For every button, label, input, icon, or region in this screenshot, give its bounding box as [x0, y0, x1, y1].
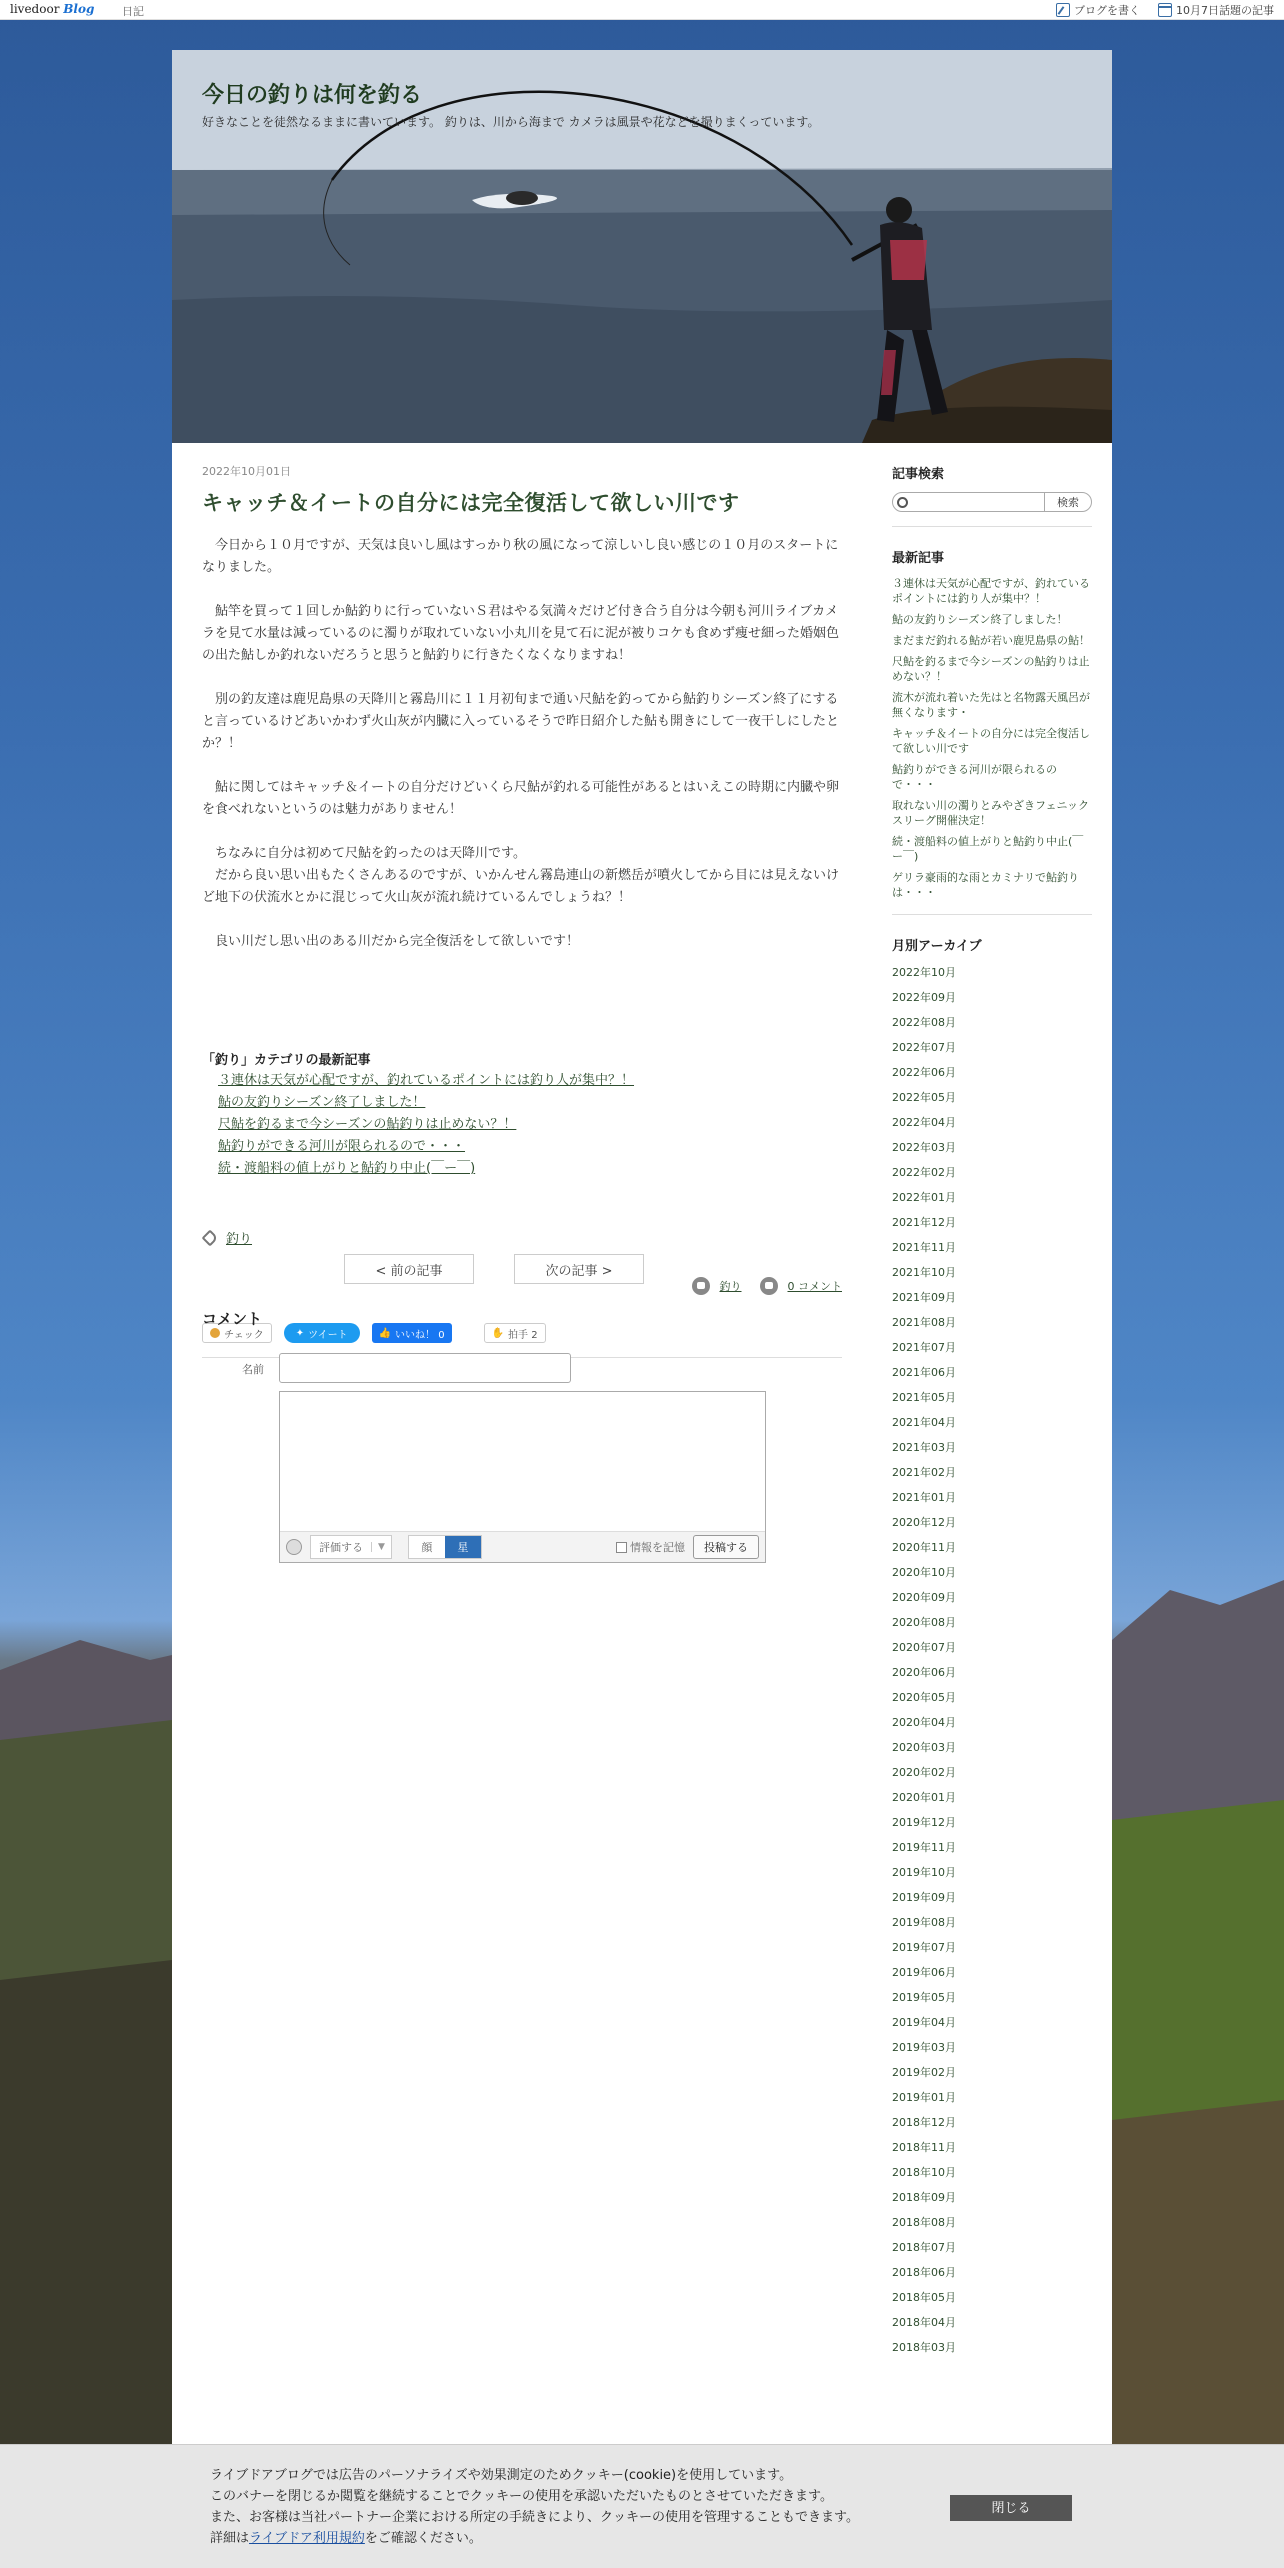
cookie-text: ライブドアブログでは広告のパーソナライズや効果測定のためクッキー(cookie)を使用しています。 このバナーを閉じるか閲覧を継続することでクッキーの使用を承認いただいたものとさせていただきます。 また、お客様は当社パートナー企業における所定の手続きにより、クッキーの使用を管理することもできます。 詳細はライブドア利用規約をご確認ください。: [210, 2468, 859, 2546]
archive-item[interactable]: 2020年09月: [892, 1591, 956, 1604]
archive-item[interactable]: 2020年05月: [892, 1691, 956, 1704]
post-paragraph: 良い川だし思い出のある川だから完全復活をして欲しいです！: [202, 934, 580, 949]
search-input[interactable]: [908, 493, 1044, 511]
archive-title: 月別アーカイブ: [892, 939, 982, 954]
comment-textarea[interactable]: [280, 1392, 765, 1532]
related-item[interactable]: 鮎釣りができる河川が限られるので・・・: [218, 1139, 466, 1154]
archive-item[interactable]: 2022年07月: [892, 1041, 956, 1054]
archive-item[interactable]: 2020年10月: [892, 1566, 956, 1579]
archive-item[interactable]: 2019年04月: [892, 2016, 956, 2029]
archive-item[interactable]: 2019年09月: [892, 1891, 956, 1904]
archive-item[interactable]: 2021年10月: [892, 1266, 956, 1279]
next-article-button[interactable]: 次の記事 >: [514, 1254, 644, 1284]
archive-item[interactable]: 2021年02月: [892, 1466, 956, 1479]
post-body: [202, 535, 842, 953]
sidebar: [892, 463, 1092, 2360]
blog-title[interactable]: 今日の釣りは何を釣る: [202, 83, 423, 108]
search-title: 記事検索: [892, 467, 945, 482]
recent-item[interactable]: キャッチ＆イートの自分には完全復活して欲しい川です: [892, 727, 1090, 755]
search-button[interactable]: 検索: [1044, 493, 1091, 511]
archive-item[interactable]: 2022年05月: [892, 1091, 956, 1104]
archive-item[interactable]: 2019年11月: [892, 1841, 956, 1854]
archive-item[interactable]: 2022年01月: [892, 1191, 956, 1204]
archive-item[interactable]: 2019年07月: [892, 1941, 956, 1954]
star-option[interactable]: 星: [445, 1536, 481, 1558]
write-blog-link[interactable]: ブログを書く: [1056, 2, 1140, 18]
post-paragraph: ちなみに自分は初めて尺鮎を釣ったのは天降川です。 だから良い思い出もたくさんあるのですが、いかんせん霧島連山の新燃岳が噴火してから目には見えないけど地下の伏流水とかに混じって火山灰が流れ続けているんでしょうね？！: [202, 846, 840, 905]
archive-item[interactable]: 2021年12月: [892, 1216, 956, 1229]
thumbs-up-icon: 👍: [378, 1327, 392, 1339]
top-bar: [0, 0, 1284, 20]
archive-item[interactable]: 2018年07月: [892, 2241, 956, 2254]
archive-item[interactable]: 2018年03月: [892, 2341, 956, 2354]
post-date: 2022年10月01日: [202, 465, 291, 478]
archive-item[interactable]: 2019年05月: [892, 1991, 956, 2004]
archive-item[interactable]: 2021年01月: [892, 1491, 956, 1504]
category-link[interactable]: 釣り: [719, 1280, 742, 1293]
recent-item[interactable]: 流木が流れ着いた先はと名物露天風呂が無くなります・: [892, 691, 1090, 719]
archive-item[interactable]: 2020年11月: [892, 1541, 956, 1554]
twitter-bird-icon: ✦: [295, 1327, 305, 1339]
comment-heading: コメント: [202, 1310, 263, 1328]
recent-item[interactable]: ゲリラ豪雨的な雨とカミナリで鮎釣りは・・・: [892, 871, 1079, 899]
check-button[interactable]: チェック: [202, 1323, 272, 1343]
archive-list: [892, 960, 1092, 2360]
tag-icon: [202, 1229, 219, 1246]
diary-link[interactable]: 日記: [122, 5, 144, 18]
submit-comment-button[interactable]: 投稿する: [693, 1535, 759, 1559]
recent-item[interactable]: 続・渡船料の値上がりと鮎釣り中止(￣ー￣): [892, 835, 1084, 863]
archive-item[interactable]: 2019年02月: [892, 2066, 956, 2079]
archive-item[interactable]: 2018年09月: [892, 2191, 956, 2204]
blog-description: 好きなことを徒然なるままに書いています。 釣りは、川から海まで カメラは風景や花などを撮りまくっています。: [202, 115, 820, 129]
search-icon: [897, 497, 908, 508]
archive-item[interactable]: 2021年07月: [892, 1341, 956, 1354]
clap-button[interactable]: ✋ 拍手 2: [484, 1323, 546, 1343]
archive-item[interactable]: 2018年12月: [892, 2116, 956, 2129]
post-paragraph: 鮎に関してはキャッチ＆イートの自分だけどいくら尺鮎が釣れる可能性があるとはいえこの時期に内臓や卵を食べれないというのは魅力がありません！: [202, 780, 840, 817]
recent-item[interactable]: 尺鮎を釣るまで今シーズンの鮎釣りは止めない？！: [892, 655, 1090, 683]
cookie-banner: [0, 2444, 1284, 2568]
archive-item[interactable]: 2018年10月: [892, 2166, 956, 2179]
post-paragraph: 別の釣友達は鹿児島県の天降川と霧島川に１１月初旬まで通い尺鮎を釣ってから鮎釣りシーズン終了にすると言っているけどあいかわず火山灰が内臓に入っているそうで昨日紹介した鮎も開きにして一夜干しにしたとか？！: [202, 692, 840, 751]
recent-list: [892, 576, 1092, 900]
archive-item[interactable]: 2022年04月: [892, 1116, 956, 1129]
related-heading: 「釣り」カテゴリの最新記事: [202, 1053, 371, 1068]
comment-box: [279, 1391, 766, 1563]
pen-icon: [1056, 3, 1070, 17]
name-input[interactable]: [279, 1353, 571, 1383]
related-item[interactable]: ３連休は天気が心配ですが、釣れているポイントには釣り人が集中？！: [218, 1073, 635, 1088]
archive-item[interactable]: 2021年09月: [892, 1291, 956, 1304]
archive-item[interactable]: 2019年06月: [892, 1966, 956, 1979]
archive-item[interactable]: 2022年10月: [892, 966, 956, 979]
recent-item[interactable]: まだまだ釣れる鮎が若い鹿児島県の鮎！: [892, 634, 1090, 647]
archive-item[interactable]: 2020年03月: [892, 1741, 956, 1754]
facebook-like-button[interactable]: 👍 いいね！ 0: [372, 1323, 452, 1343]
archive-item[interactable]: 2021年05月: [892, 1391, 956, 1404]
archive-item[interactable]: 2019年01月: [892, 2091, 956, 2104]
post-paragraph: 鮎竿を買って１回しか鮎釣りに行っていないＳ君はやる気満々だけど付き合う自分は今朝も河川ライブカメラを見て水量は減っているのに濁りが取れていない小丸川を見て石に泥が被りコケも食めず痩せ細った婚姻色の出た鮎しか釣れないだろうと思うと鮎釣りに行きたくなくなりますね！: [202, 604, 840, 663]
archive-item[interactable]: 2018年11月: [892, 2141, 956, 2154]
archive-item[interactable]: 2018年04月: [892, 2316, 956, 2329]
clap-icon: ✋: [491, 1327, 505, 1339]
archive-item[interactable]: 2020年01月: [892, 1791, 956, 1804]
post-tags: [202, 1228, 842, 1247]
archive-item[interactable]: 2022年03月: [892, 1141, 956, 1154]
article-pager: [344, 1254, 644, 1284]
blog-container: [172, 50, 1112, 2568]
archive-item[interactable]: 2019年03月: [892, 2041, 956, 2054]
archive-item[interactable]: 2021年03月: [892, 1441, 956, 1454]
related-item[interactable]: 続・渡船料の値上がりと鮎釣り中止(￣ー￣): [218, 1161, 476, 1176]
archive-item[interactable]: 2022年08月: [892, 1016, 956, 1029]
face-option[interactable]: 顔: [409, 1536, 445, 1558]
archive-item[interactable]: 2020年07月: [892, 1641, 956, 1654]
calendar-icon: [1158, 3, 1172, 17]
comment-icon: [760, 1277, 778, 1295]
prev-article-button[interactable]: < 前の記事: [344, 1254, 474, 1284]
recent-item[interactable]: 鮎の友釣りシーズン終了しました！: [892, 613, 1068, 626]
archive-item[interactable]: 2019年10月: [892, 1866, 956, 1879]
archive-item[interactable]: 2020年06月: [892, 1666, 956, 1679]
close-cookie-button[interactable]: 閉じる: [950, 2495, 1072, 2521]
archive-item[interactable]: 2022年09月: [892, 991, 956, 1004]
archive-item[interactable]: 2021年04月: [892, 1416, 956, 1429]
remember-info[interactable]: 情報を記憶: [616, 1539, 685, 1555]
archive-item[interactable]: 2018年05月: [892, 2291, 956, 2304]
post-title[interactable]: キャッチ＆イートの自分には完全復活して欲しい川です: [202, 491, 740, 515]
related-item[interactable]: 鮎の友釣りシーズン終了しました！: [218, 1095, 426, 1110]
recent-item[interactable]: ３連休は天気が心配ですが、釣れているポイントには釣り人が集中？！: [892, 577, 1090, 605]
archive-item[interactable]: 2020年04月: [892, 1716, 956, 1729]
search-box: [892, 492, 1092, 512]
rate-dropdown[interactable]: 評価する ▼: [310, 1535, 392, 1559]
comment-toolbar: [280, 1532, 765, 1562]
archive-item[interactable]: 2022年06月: [892, 1066, 956, 1079]
emoji-icon[interactable]: [286, 1539, 302, 1555]
archive-item[interactable]: 2019年12月: [892, 1816, 956, 1829]
related-item[interactable]: 尺鮎を釣るまで今シーズンの鮎釣りは止めない？！: [218, 1117, 517, 1132]
check-icon: [210, 1328, 220, 1338]
name-label: 名前: [242, 1363, 264, 1376]
category-latest-articles: [202, 1049, 842, 1180]
archive-item[interactable]: 2020年08月: [892, 1616, 956, 1629]
archive-item[interactable]: 2021年06月: [892, 1366, 956, 1379]
recent-title: 最新記事: [892, 551, 945, 566]
archive-item[interactable]: 2021年11月: [892, 1241, 956, 1254]
remember-checkbox[interactable]: [616, 1542, 627, 1553]
recent-item[interactable]: 取れない川の濁りとみやざきフェニックスリーグ開催決定！: [892, 799, 1090, 827]
post-paragraph: 今日から１０月ですが、天気は良いし風はすっかり秋の風になって涼しいし良い感じの１０月のスタートになりました。: [202, 538, 839, 575]
tag-link[interactable]: 釣り: [226, 1232, 253, 1247]
category-icon: [692, 1277, 710, 1295]
rating-type-toggle: [408, 1535, 482, 1559]
livedoor-blog-logo[interactable]: livedoor Blog: [10, 2, 95, 16]
tweet-button[interactable]: ✦ ツイート: [284, 1323, 360, 1343]
recent-item[interactable]: 鮎釣りができる河川が限られるので・・・: [892, 763, 1057, 791]
archive-item[interactable]: 2020年12月: [892, 1516, 956, 1529]
archive-item[interactable]: 2020年02月: [892, 1766, 956, 1779]
chevron-down-icon: ▼: [371, 1542, 391, 1552]
archive-item[interactable]: 2018年06月: [892, 2266, 956, 2279]
archive-item[interactable]: 2019年08月: [892, 1916, 956, 1929]
archive-item[interactable]: 2021年08月: [892, 1316, 956, 1329]
archive-item[interactable]: 2018年08月: [892, 2216, 956, 2229]
archive-item[interactable]: 2022年02月: [892, 1166, 956, 1179]
comments-link[interactable]: 0 コメント: [787, 1280, 842, 1293]
blog-header: [172, 50, 1112, 443]
article: [202, 463, 842, 1358]
terms-link[interactable]: ライブドア利用規約: [249, 2531, 365, 2546]
topic-articles-link[interactable]: 10月7日話題の記事: [1158, 2, 1274, 18]
